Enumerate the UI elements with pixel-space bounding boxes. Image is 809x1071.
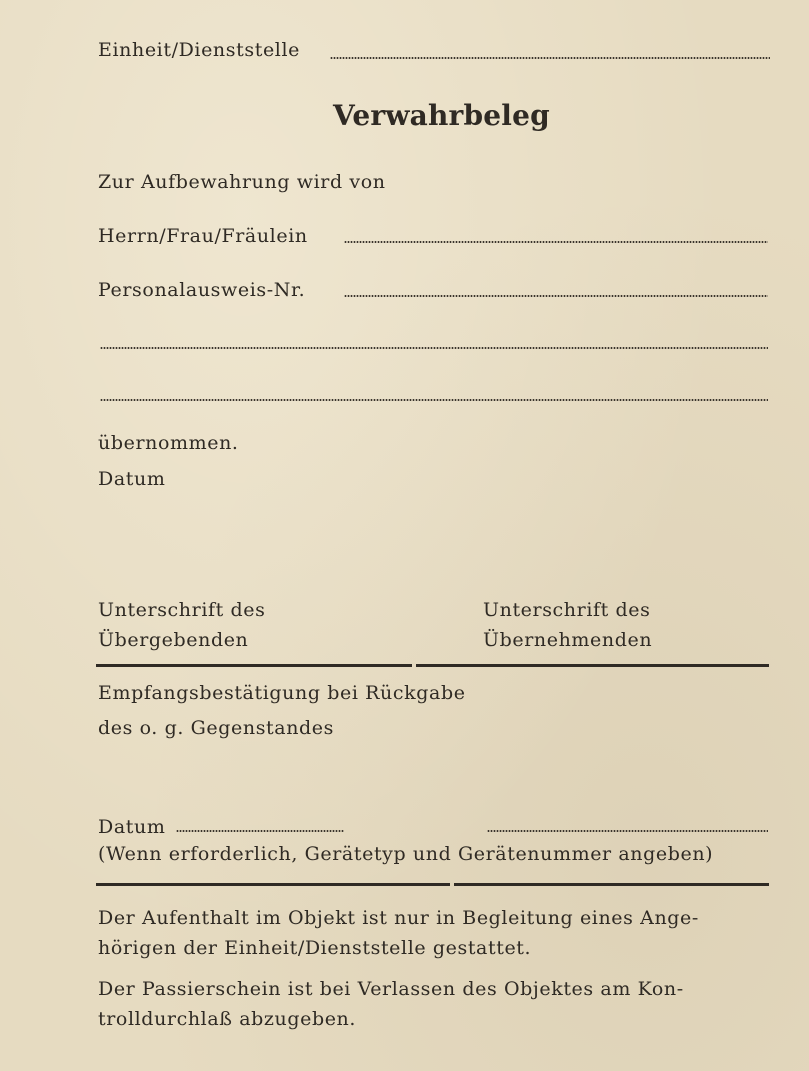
return-confirmation-line-2: des o. g. Gegenstandes xyxy=(98,717,334,739)
note-2-line-2: trolldurchlaß abzugeben. xyxy=(98,1008,357,1030)
signature-receiver-label-2: Übernehmenden xyxy=(483,629,653,651)
note-2-line-1: Der Passierschein ist bei Verlassen des Objektes am Kon- xyxy=(98,978,684,1000)
signature-receiver-label-1: Unterschrift des xyxy=(483,599,651,621)
signature-giver-label-1: Unterschrift des xyxy=(98,599,266,621)
unit-label: Einheit/Dienststelle xyxy=(98,39,300,61)
return-device-fill-line[interactable] xyxy=(487,830,768,832)
signature-divider-right xyxy=(416,664,769,667)
return-device-note: (Wenn erforderlich, Gerätetyp und Gerätenummer angeben) xyxy=(98,843,714,865)
note-1-line-1: Der Aufenthalt im Objekt ist nur in Begleitung eines Ange- xyxy=(98,907,699,929)
return-divider-left xyxy=(96,883,450,886)
return-divider-right xyxy=(454,883,769,886)
note-1-line-2: hörigen der Einheit/Dienststelle gestattet. xyxy=(98,937,532,959)
return-date-label: Datum xyxy=(98,816,166,838)
page-title: Verwahrbeleg xyxy=(333,99,550,132)
signature-divider-left xyxy=(96,664,412,667)
taken-over-text: übernommen. xyxy=(98,432,239,454)
intro-text: Zur Aufbewahrung wird von xyxy=(98,171,386,193)
signature-giver-label-2: Übergebenden xyxy=(98,629,249,651)
id-label: Personalausweis-Nr. xyxy=(98,279,306,301)
unit-fill-line[interactable] xyxy=(330,57,770,59)
item-fill-line-1[interactable] xyxy=(100,347,768,349)
id-fill-line[interactable] xyxy=(344,295,768,297)
return-date-fill-line[interactable] xyxy=(176,830,344,832)
item-fill-line-2[interactable] xyxy=(100,399,768,401)
return-confirmation-line-1: Empfangsbestätigung bei Rückgabe xyxy=(98,682,466,704)
person-label: Herrn/Frau/Fräulein xyxy=(98,225,308,247)
person-fill-line[interactable] xyxy=(344,241,768,243)
date-label: Datum xyxy=(98,468,166,490)
